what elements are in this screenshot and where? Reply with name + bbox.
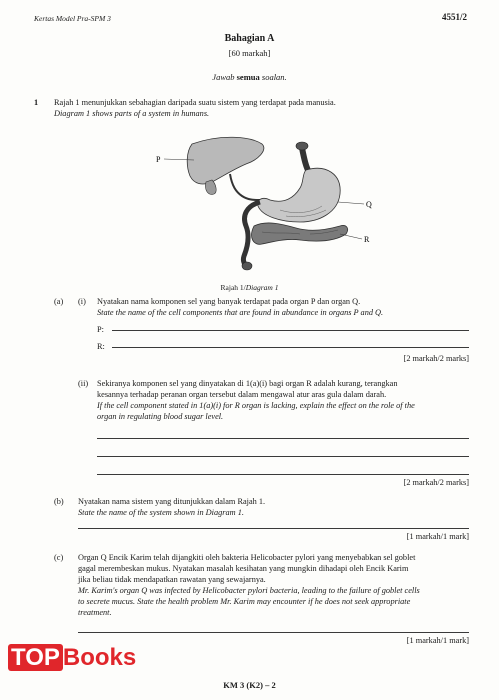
answer-line[interactable] <box>78 528 469 529</box>
label-q: Q <box>366 200 372 209</box>
part-b-marks: [1 markah/1 mark] <box>406 532 469 541</box>
part-b-ms: Nyatakan nama sistem yang ditunjukkan dalam Rajah 1. <box>78 497 266 506</box>
caption-en: Diagram 1 <box>245 283 279 292</box>
instruction <box>0 72 499 82</box>
part-a-i-en: State the name of the cell components that are found in abundance in organs P and Q. <box>97 308 384 317</box>
digestive-system-diagram <box>150 130 380 280</box>
part-a-i-ms: Nyatakan nama komponen sel yang banyak terdapat pada organ P dan organ Q. <box>97 297 361 306</box>
answer-p-label: P: <box>97 325 104 334</box>
part-c-en-1: Mr. Karim's organ Q was infected by Helicobacter pylori bacteria, leading to the failure of goblet cells <box>78 586 420 595</box>
instruction-rest: soalan. <box>261 72 287 82</box>
label-p: P <box>156 155 161 164</box>
question-number: 1 <box>34 98 39 107</box>
part-a-ii-en-2: organ in regulating blood sugar level. <box>97 412 224 421</box>
bile-duct-shape <box>230 174 260 200</box>
logo-books: Books <box>62 644 137 671</box>
part-b-en: State the name of the system shown in Diagram 1. <box>78 508 244 517</box>
q1-intro-ms: Rajah 1 menunjukkan sebahagian daripada suatu sistem yang terdapat pada manusia. <box>54 98 336 107</box>
part-a-ii-en-1: If the cell component stated in 1(a)(i) for R organ is lacking, explain the effect on the role of the <box>97 401 415 410</box>
logo-top: TOP <box>8 644 63 671</box>
diagram-caption <box>0 283 499 292</box>
part-c-ms-3: jika beliau tidak mendapatkan rawatan yang sewajarnya. <box>78 575 266 584</box>
part-a-i-marks: [2 markah/2 marks] <box>403 354 469 363</box>
instruction-italic: Jawab <box>212 72 235 82</box>
gall-bladder-shape <box>205 180 216 194</box>
stomach-shape <box>258 168 341 222</box>
liver-shape <box>187 137 264 184</box>
answer-line[interactable] <box>97 456 469 457</box>
part-c-en-2: to secrete mucus. State the health problem Mr. Karim may encounter if he does not seek appropriate <box>78 597 411 606</box>
paper-title: Kertas Model Pra-SPM 3 <box>34 14 111 23</box>
pancreas-shape <box>252 223 348 244</box>
caption-ms: Rajah 1/ <box>220 283 246 292</box>
label-r: R <box>364 235 370 244</box>
section-marks: [60 markah] <box>228 48 271 58</box>
part-a-label: (a) <box>54 297 64 306</box>
part-c-en-3: treatment. <box>78 608 112 617</box>
part-c-ms-1: Organ Q Encik Karim telah dijangkiti oleh bakteria Helicobacter pylori yang menyebabkan sel goblet <box>78 553 416 562</box>
answer-line[interactable] <box>97 474 469 475</box>
section-title: Bahagian A <box>224 33 275 44</box>
instruction-bold: semua <box>236 72 260 82</box>
answer-r-label: R: <box>97 342 105 351</box>
part-c-marks: [1 markah/1 mark] <box>406 636 469 645</box>
part-a-ii-label: (ii) <box>78 379 89 388</box>
answer-line[interactable] <box>97 438 469 439</box>
answer-line[interactable] <box>112 347 469 348</box>
part-a-ii-ms-2: kesannya terhadap peranan organ tersebut dalam mengawal atur aras gula dalam darah. <box>97 390 387 399</box>
part-c-label: (c) <box>54 553 64 562</box>
answer-line[interactable] <box>78 632 469 633</box>
part-b-label: (b) <box>54 497 64 506</box>
part-a-i-label: (i) <box>78 297 86 306</box>
topbooks-logo <box>8 644 136 672</box>
answer-line[interactable] <box>112 330 469 331</box>
part-a-ii-ms-1: Sekiranya komponen sel yang dinyatakan di 1(a)(i) bagi organ R adalah kurang, terangkan <box>97 379 398 388</box>
paper-code: 4551/2 <box>441 12 467 22</box>
page-footer: KM 3 (K2) – 2 <box>223 680 276 690</box>
q1-intro-en: Diagram 1 shows parts of a system in humans. <box>54 109 210 118</box>
part-c-ms-2: gagal merembeskan mukus. Nyatakan masalah kesihatan yang mungkin dihadapi oleh Encik Karim <box>78 564 409 573</box>
part-a-ii-marks: [2 markah/2 marks] <box>403 478 469 487</box>
